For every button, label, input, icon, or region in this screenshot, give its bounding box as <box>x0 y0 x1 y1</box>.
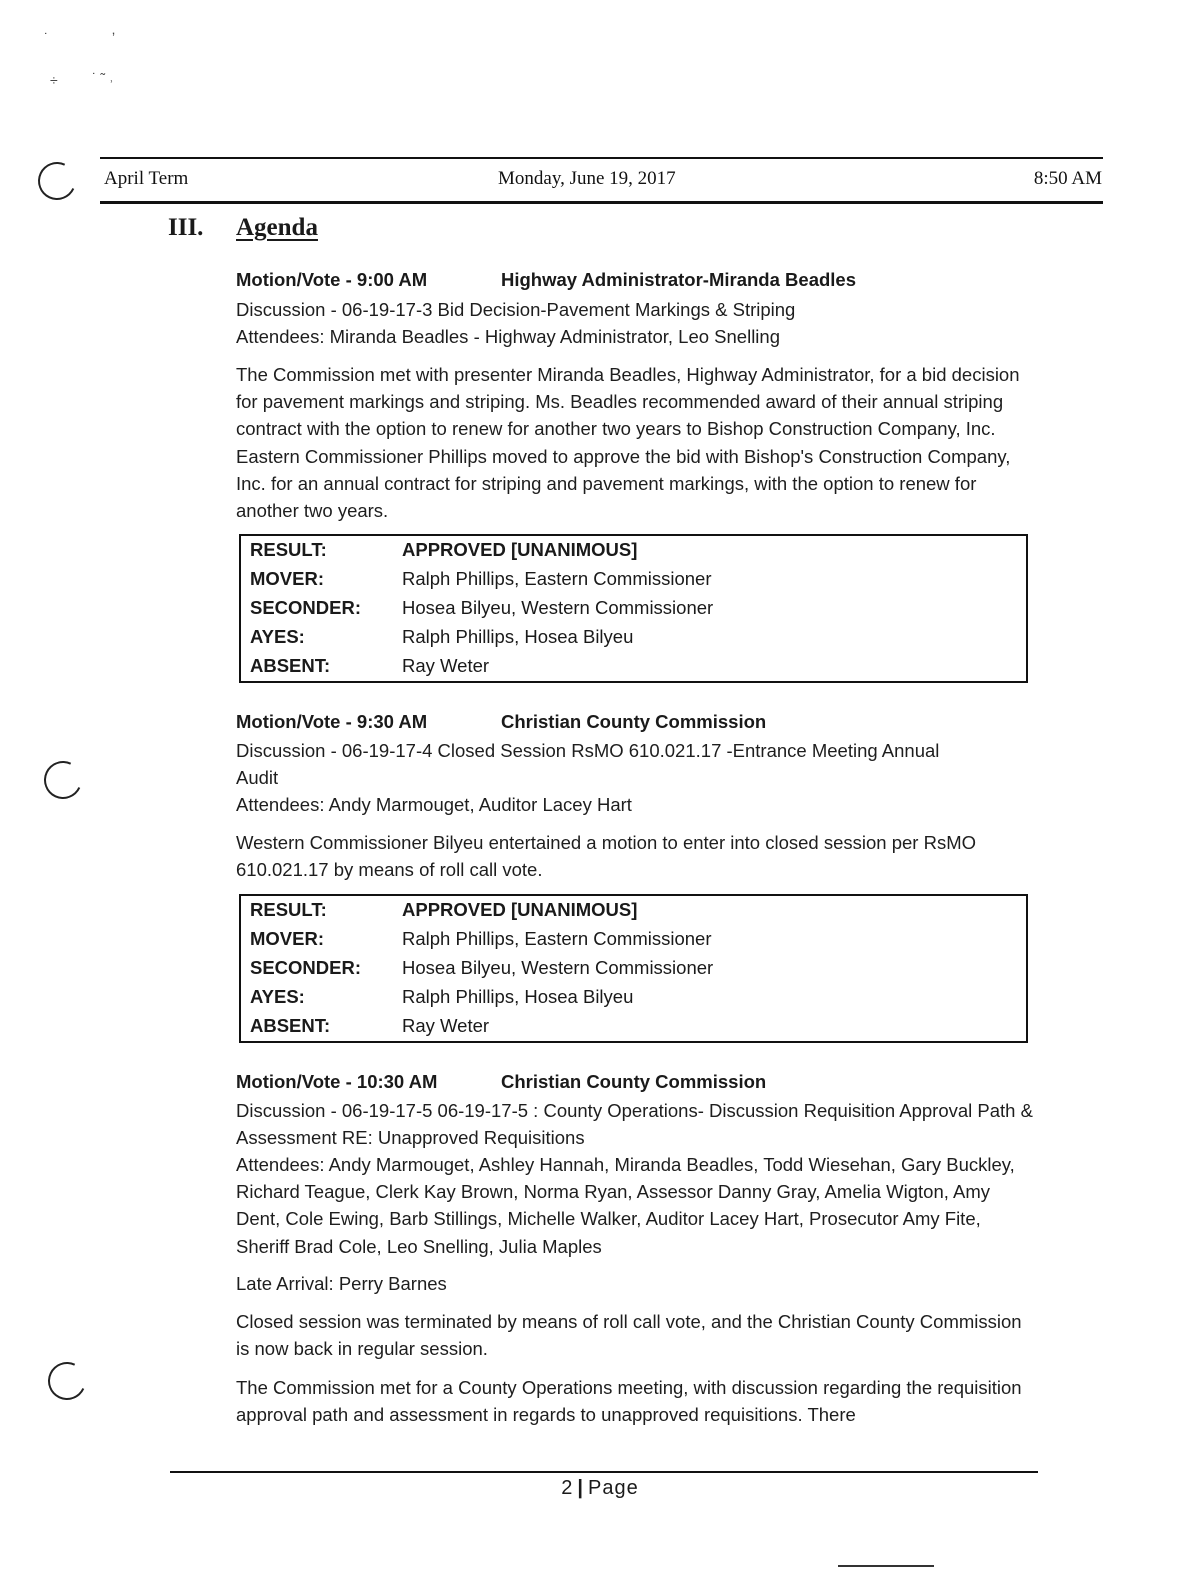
vote-value: Ray Weter <box>402 655 490 676</box>
vote-label: MOVER: <box>250 928 324 949</box>
vote-row-result <box>241 536 1026 565</box>
header-date: Monday, June 19, 2017 <box>498 168 676 189</box>
motion-subject: Highway Administrator-Miranda Beadles <box>501 269 856 290</box>
vote-table <box>239 894 1028 1043</box>
vote-row-ayes <box>241 983 1026 1012</box>
vote-label: SECONDER: <box>250 957 362 978</box>
vote-value: Ralph Phillips, Eastern Commissioner <box>402 568 712 589</box>
section-title: Agenda <box>236 214 318 241</box>
vote-row-ayes <box>241 623 1026 652</box>
punch-hole-icon <box>39 756 88 805</box>
scan-speck: ˙ ˜ ˒ <box>92 70 114 86</box>
scan-speck: ˙ <box>44 30 49 46</box>
vote-value: Ralph Phillips, Hosea Bilyeu <box>402 626 634 647</box>
vote-value: APPROVED [UNANIMOUS] <box>402 539 638 560</box>
motion-late-arrival: Late Arrival: Perry Barnes <box>236 1273 447 1294</box>
motion-discussion: Discussion - 06-19-17-3 Bid Decision-Pavement Markings & Striping <box>236 299 796 320</box>
motion-subject: Christian County Commission <box>501 1071 767 1092</box>
motion-time: Motion/Vote - 9:00 AM <box>236 269 428 290</box>
footer-rule <box>170 1471 1038 1473</box>
vote-label: AYES: <box>250 986 305 1007</box>
scan-speck: ʼ <box>112 30 116 46</box>
header-term: April Term <box>104 168 189 189</box>
vote-label: RESULT: <box>250 539 327 560</box>
page-number: 2 <box>561 1477 574 1499</box>
header-rule-top <box>100 157 1103 159</box>
motion-time: Motion/Vote - 10:30 AM <box>236 1071 438 1092</box>
vote-row-mover <box>241 565 1026 594</box>
section-number: III. <box>168 214 204 241</box>
vote-value: Ralph Phillips, Eastern Commissioner <box>402 928 712 949</box>
motion-heading <box>236 1071 767 1093</box>
motion-subject: Christian County Commission <box>501 711 767 732</box>
vote-row-seconder <box>241 954 1026 983</box>
motion-paragraph: The Commission met with presenter Miranda Beadles, Highway Administrator, for a bid decision for pavement markings and striping. Ms. Beadles recommended award of their annual striping contract with the option to renew for another two years to Bishop Construction Company, Inc. Eastern Commissioner Phillips moved to approve the bid with Bishop's Construction Company, Inc. for an annual contract for striping and pavement markings, with the option to renew for another two years. <box>236 364 1020 522</box>
motion-attendees: Attendees: Miranda Beadles - Highway Administrator, Leo Snelling <box>236 326 780 347</box>
vote-value: APPROVED [UNANIMOUS] <box>402 899 638 920</box>
motion-paragraph: The Commission met for a County Operations meeting, with discussion regarding the requisition approval path and assessment in regards to unapproved requisitions. There <box>236 1377 1022 1426</box>
vote-label: ABSENT: <box>250 655 331 676</box>
motion-discussion-cont: Audit <box>236 767 279 788</box>
header-rule-bottom <box>100 201 1103 204</box>
vote-label: AYES: <box>250 626 305 647</box>
motion-time: Motion/Vote - 9:30 AM <box>236 711 428 732</box>
vote-label: SECONDER: <box>250 597 362 618</box>
punch-hole-icon <box>43 1357 92 1406</box>
punch-hole-icon <box>33 157 82 206</box>
motion-discussion: Discussion - 06-19-17-5 06-19-17-5 : County Operations- Discussion Requisition Approval Path & Assessment RE: Unapproved Requisitions <box>236 1100 1033 1149</box>
vote-label: RESULT: <box>250 899 327 920</box>
scan-speck: ÷ <box>50 72 58 88</box>
motion-attendees: Attendees: Andy Marmouget, Ashley Hannah, Miranda Beadles, Todd Wiesehan, Gary Buckley, Richard Teague, Clerk Kay Brown, Norma Ryan, Assessor Danny Gray, Amelia Wigton, Amy Dent, Cole Ewing, Barb Stillings, Michelle Walker, Auditor Lacey Hart, Prosecutor Amy Fite, Sheriff Brad Cole, Leo Snelling, Julia Maples <box>236 1154 1015 1257</box>
vote-value: Hosea Bilyeu, Western Commissioner <box>402 597 714 618</box>
vote-value: Ray Weter <box>402 1015 490 1036</box>
motion-heading <box>236 269 856 291</box>
footer-mark <box>838 1565 934 1567</box>
footer-separator: | <box>577 1477 584 1499</box>
motion-paragraph: Western Commissioner Bilyeu entertained a motion to enter into closed session per RsMO 610.021.17 by means of roll call vote. <box>236 832 976 881</box>
motion-attendees: Attendees: Andy Marmouget, Auditor Lacey Hart <box>236 794 632 815</box>
page-footer <box>0 1477 1200 1500</box>
vote-label: ABSENT: <box>250 1015 331 1036</box>
vote-value: Hosea Bilyeu, Western Commissioner <box>402 957 714 978</box>
vote-row-absent <box>241 652 1026 681</box>
vote-row-seconder <box>241 594 1026 623</box>
page-label: Page <box>588 1477 639 1499</box>
vote-row-mover <box>241 925 1026 954</box>
vote-row-result <box>241 896 1026 925</box>
vote-table <box>239 534 1028 683</box>
motion-heading <box>236 711 767 733</box>
vote-value: Ralph Phillips, Hosea Bilyeu <box>402 986 634 1007</box>
motion-discussion: Discussion - 06-19-17-4 Closed Session RsMO 610.021.17 -Entrance Meeting Annual <box>236 740 940 761</box>
motion-paragraph: Closed session was terminated by means of roll call vote, and the Christian County Commission is now back in regular session. <box>236 1311 1022 1360</box>
header-time: 8:50 AM <box>1033 168 1102 189</box>
vote-label: MOVER: <box>250 568 324 589</box>
vote-row-absent <box>241 1012 1026 1041</box>
